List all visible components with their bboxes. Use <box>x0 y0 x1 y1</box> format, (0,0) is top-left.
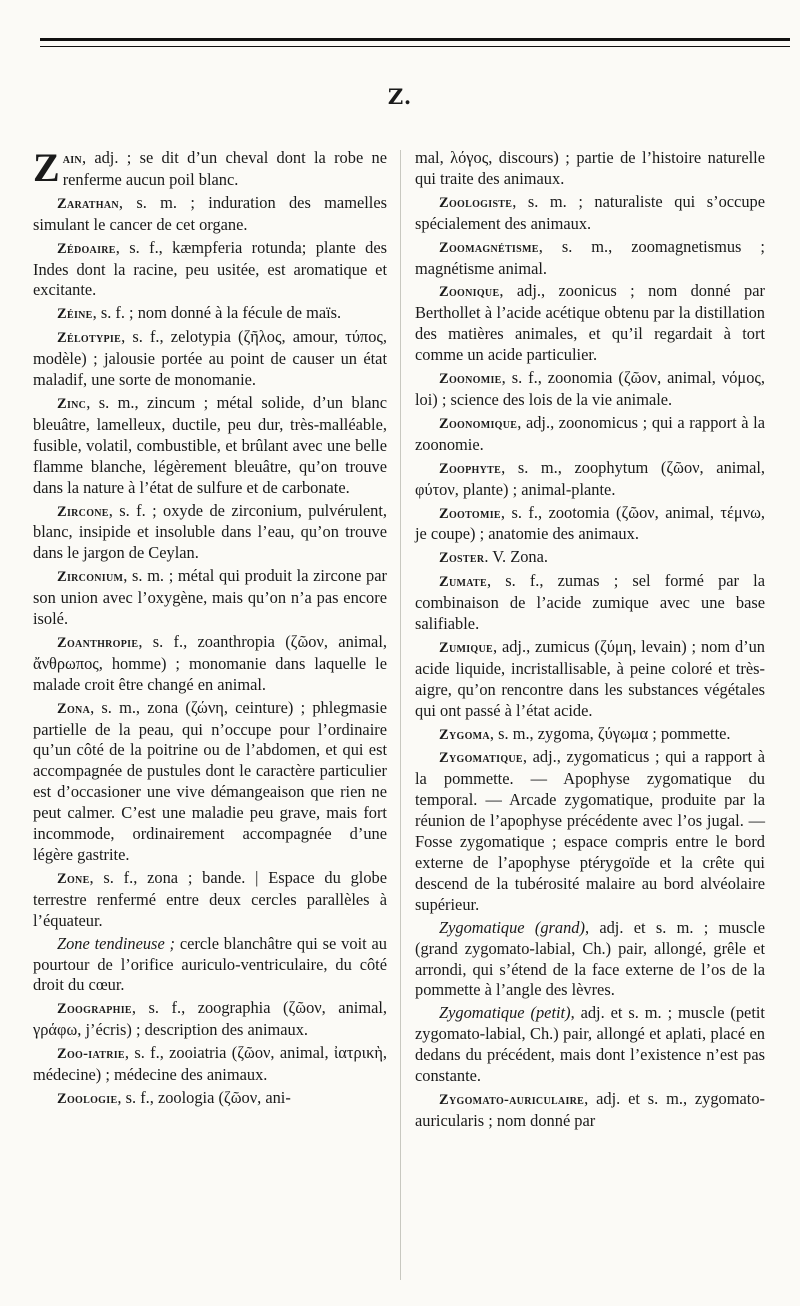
header-rule-thick <box>40 38 790 41</box>
dictionary-entry <box>415 237 765 280</box>
entry-definition: , adj. et s. m., zygomato-auricularis ; nom donné par <box>415 1088 765 1130</box>
entry-headword: Zygoma <box>439 726 490 743</box>
dictionary-entry <box>415 1003 765 1087</box>
dictionary-entry <box>33 327 387 391</box>
dictionary-entry <box>33 145 387 191</box>
entry-definition: , adj. ; se dit d’un cheval dont la robe ne renferme aucun poil blanc. <box>62 148 387 189</box>
dictionary-entry <box>33 934 387 997</box>
entry-headword: Zoo-iatrie <box>57 1046 125 1063</box>
entry-headword: Zygomato-auriculaire <box>439 1091 585 1108</box>
entry-definition: , s. f., kæmpferia rotunda; plante des Indes dont la racine, peu usitée, est aromatique et excitante. <box>33 237 387 300</box>
dictionary-entry <box>33 868 387 932</box>
dictionary-entry <box>33 1043 387 1086</box>
entry-definition: , s. f., zona ; bande. | Espace du globe terrestre renfermé entre deux cercles parallèles à l’équateur. <box>33 867 387 930</box>
dictionary-entry <box>415 192 765 235</box>
entry-headword: Zootomie <box>439 505 501 522</box>
entry-headword: Zygomatique <box>439 750 523 767</box>
header-rule-thin <box>40 46 790 47</box>
entry-headword: Zélotypie <box>57 330 122 347</box>
entry-definition: , s. m. ; induration des mamelles simulant le cancer de cet organe. <box>33 192 387 234</box>
entry-definition: , s. m., zincum ; métal solide, d’un blanc bleuâtre, lamelleux, ductile, peu dur, très-malléable, fusible, volatil, combustible, et brûlant avec une belle flamme blanche, légèrement bleuâtre, qu’on trouve dans la nature à l’état de sulfure et de carbonate. <box>33 392 387 497</box>
entry-headword: Zédoaire <box>57 240 116 257</box>
entry-headword: Zoomagnétisme <box>439 239 539 256</box>
dictionary-entry <box>415 503 765 546</box>
entry-headword: Zéine <box>57 306 93 323</box>
entry-definition: . V. Zona. <box>484 547 548 567</box>
dictionary-entry <box>415 148 765 190</box>
entry-definition: , adj., zoonicus ; nom donné par Berthollet à l’acide acétique obtenu par la distillation des matières animales, et qu’il regardait à tort comme un acide particulier. <box>415 281 765 365</box>
section-letter: Z. <box>387 84 413 109</box>
entry-headword: Zoonomique <box>439 415 518 432</box>
entry-headword: ain <box>62 151 82 167</box>
entry-definition: , adj. et s. m. ; muscle (grand zygomato-labial, Ch.) pair, allongé, grêle et arrondi, qui s’étend de la face externe de l’os de la pommette à l’angle des lèvres. <box>415 917 765 1000</box>
entry-definition: , s. f., zooiatria (ζῶον, animal, ἰατρικὴ, médecine) ; médecine des animaux. <box>33 1043 387 1085</box>
dictionary-entry <box>415 747 765 915</box>
dictionary-entry <box>33 303 387 325</box>
entry-headword: Zona <box>57 700 91 717</box>
entry-definition: , s. f., zootomia (ζῶον, animal, τέμνω, je coupe) ; anatomie des animaux. <box>415 502 765 544</box>
dictionary-entry <box>33 566 387 630</box>
dictionary-entry <box>33 393 387 499</box>
entry-headword: Zoster <box>439 550 485 567</box>
entry-definition: , s. f., zoologia (ζῶον, ani- <box>117 1087 291 1107</box>
entry-definition: , s. f., zoographia (ζῶον, animal, γράφω, j’écris) ; description des animaux. <box>33 998 387 1040</box>
entry-headword: Zumate <box>439 574 487 591</box>
entry-headword: Zoologie <box>57 1090 118 1107</box>
entry-headword: Zoophyte <box>439 460 502 477</box>
entry-subheading: Zone tendineuse ; <box>57 933 176 953</box>
entry-definition: , s. f., zoonomia (ζῶον, animal, νόμος, loi) ; science des lois de la vie animale. <box>415 368 765 409</box>
entry-subheading: Zygomatique (petit) <box>439 1003 571 1023</box>
dictionary-entry <box>415 1089 765 1132</box>
dictionary-entry <box>33 238 387 302</box>
entry-definition: , adj., zygomaticus ; qui a rapport à la pommette. — Apophyse zygomatique du temporal. — Arcade zygomatique, produite par la réunion de l’apophyse précédente avec l’os jugal. — Fosse zygomatique ; espace compris entre le bord externe de l’apophyse ptérygoïde et la crête qui descend de la tubérosité malaire au bord alvéolaire supérieur. <box>415 747 765 914</box>
entry-definition: , s. f., zoanthropia (ζῶον, animal, ἄνθρωπος, homme) ; monomanie dans laquelle le malade croit être changé en animal. <box>33 631 387 694</box>
entry-definition: , s. m., zygoma, ζύγωμα ; pommette. <box>489 723 731 743</box>
entry-definition: , s. m., zoomagnetismus ; magnétisme animal. <box>415 236 765 278</box>
dictionary-entry <box>415 547 765 569</box>
dictionary-entry <box>33 193 387 236</box>
entry-definition: , s. m., zona (ζώνη, ceinture) ; phlegmasie partielle de la peau, qui n’occupe pour l’ordinaire qu’un côté de la poitrine ou de l’abdomen, et qui est accompagnée de pustules dont le caractère particulier est d’occasioner une vive démangeaison que rien ne peut calmer. C’est une maladie peu grave, mais fort incommode, ordinairement accompagnée d’une légère gastrite. <box>33 697 387 864</box>
dictionary-entry <box>33 1088 387 1110</box>
entry-headword: Zoographie <box>57 1001 132 1018</box>
dictionary-entry <box>415 458 765 501</box>
dictionary-entry <box>415 281 765 366</box>
left-column <box>33 145 387 1112</box>
entry-headword: Zoologiste <box>439 194 513 211</box>
entry-headword: Zarathan <box>57 195 119 212</box>
entry-headword: Zumique <box>439 639 493 656</box>
entry-headword: Zinc <box>57 395 87 412</box>
entry-headword: Zone <box>57 870 90 887</box>
entry-definition: , adj., zumicus (ζύμη, levain) ; nom d’un acide liquide, incristallisable, à peine coloré et très-aigre, qu’on rencontre dans les substances végétales qui ont passé à l’état acide. <box>415 636 765 720</box>
entry-headword: Zircone <box>57 503 109 520</box>
dictionary-entry <box>33 501 387 565</box>
entry-definition: , s. f., zumas ; sel formé par la combinaison de l’acide zumique avec une base salifiable. <box>415 571 765 634</box>
dictionary-entry <box>415 724 765 746</box>
entry-definition: cercle blanchâtre qui se voit au pourtour de l’orifice auriculo-ventriculaire, du côté droit du cœur. <box>33 933 387 995</box>
entry-subheading: Zygomatique (grand) <box>439 917 585 937</box>
drop-cap: Z <box>33 145 60 190</box>
entry-definition: , s. m. ; naturaliste qui s’occupe spécialement des animaux. <box>415 191 765 233</box>
dictionary-entry <box>33 632 387 696</box>
entry-definition: , s. f., zelotypia (ζῆλος, amour, τύπος, modèle) ; jalousie portée au point de causer un état maladif, une sorte de monomanie. <box>33 327 387 390</box>
entry-definition: , adj. et s. m. ; muscle (petit zygomato-labial, Ch.) pair, allongé et aplati, placé en dedans du précédent, mais dont l’existence n’est pas constante. <box>415 1003 765 1086</box>
dictionary-entry <box>415 571 765 635</box>
entry-definition: , s. f. ; oxyde de zirconium, pulvérulent, blanc, insipide et insoluble dans l’eau, qu’on trouve dans le jargon de Ceylan. <box>33 500 387 563</box>
dictionary-entry <box>33 998 387 1041</box>
entry-definition: , s. m., zoophytum (ζῶον, animal, φύτον, plante) ; animal-plante. <box>415 457 765 499</box>
entry-headword: Zoonique <box>439 284 500 301</box>
entry-headword: Zoonomie <box>439 371 502 388</box>
entry-definition: , s. f. ; nom donné à la fécule de maïs. <box>92 303 342 323</box>
right-column <box>415 148 765 1134</box>
dictionary-entry <box>415 918 765 1002</box>
dictionary-entry <box>415 637 765 722</box>
dictionary-entry <box>415 413 765 456</box>
entry-definition: mal, λόγος, discours) ; partie de l’histoire naturelle qui traite des animaux. <box>415 148 765 188</box>
entry-headword: Zirconium <box>57 569 124 586</box>
dictionary-entry <box>33 698 387 866</box>
entry-definition: , s. m. ; métal qui produit la zircone par son union avec l’oxygène, mais qu’on n’a pas encore isolé. <box>33 566 387 629</box>
entry-definition: , adj., zoonomicus ; qui a rapport à la zoonomie. <box>415 412 765 454</box>
entry-headword: Zoanthropie <box>57 634 139 651</box>
dictionary-entry <box>415 368 765 411</box>
column-divider <box>400 150 401 1280</box>
